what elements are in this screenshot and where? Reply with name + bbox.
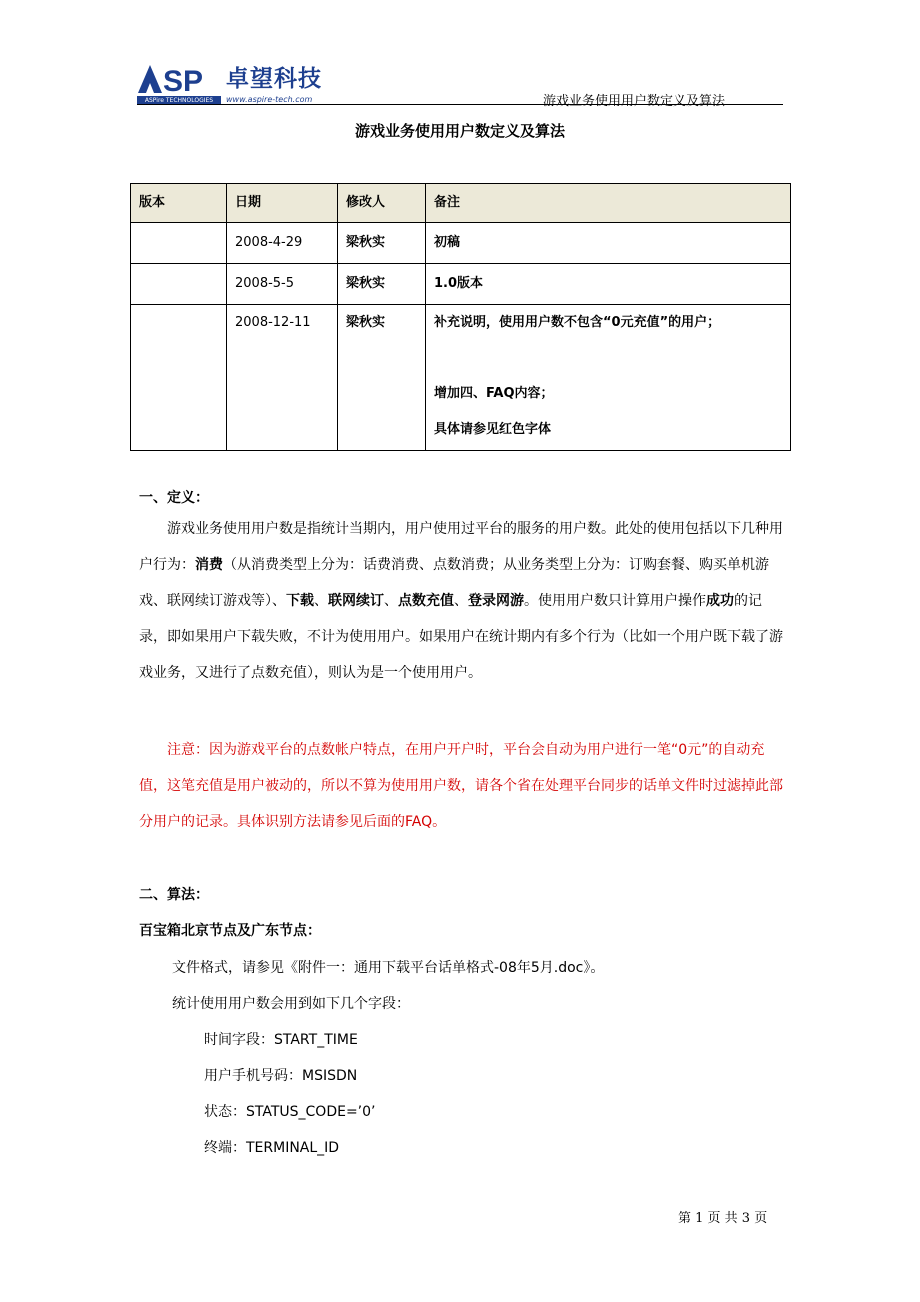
cell-version <box>131 264 227 305</box>
text-run: （从消费类型上分为：话费消费、点数消费；从业务类型上分为：订购套餐、购买单机游戏、联网续订游戏等）、 <box>139 557 769 609</box>
cell-notes: 1.0版本 <box>426 264 791 305</box>
cell-date-text: 2008-12-11 <box>235 315 311 330</box>
definition-paragraph <box>139 511 785 691</box>
table-row <box>131 264 791 305</box>
header-cell-date: 日期 <box>227 184 338 223</box>
field-terminal-id: 终端：TERMINAL_ID <box>204 1140 340 1156</box>
company-logo <box>137 64 322 106</box>
text-run: 的记录，即如果用户下载失败，不计为使用用户。如果用户在统计期内有多个行为（比如一个用户既下载了游戏业务，又进行了点数充值），则认为是一个使用用户。 <box>139 593 783 681</box>
bold-term: 消费 <box>195 557 223 573</box>
asp-logo-icon <box>137 64 224 94</box>
section-heading-algorithm: 二、算法： <box>139 887 209 903</box>
cell-author: 梁秋实 <box>338 223 426 264</box>
field-status-code: 状态：STATUS_CODE=’0’ <box>204 1104 376 1120</box>
cell-notes <box>426 305 791 451</box>
text-run: 、 <box>454 593 468 609</box>
bold-term: 下载 <box>286 593 314 609</box>
page-footer: 第 1 页 共 3 页 <box>678 1211 768 1226</box>
text-run: 、 <box>384 593 398 609</box>
cell-date: 2008-5-5 <box>227 264 338 305</box>
subheading-nodes: 百宝箱北京节点及广东节点： <box>139 923 321 939</box>
text-run: 。使用用户数只计算用户操作 <box>524 593 706 609</box>
fields-intro-line: 统计使用用户数会用到如下几个字段： <box>172 996 410 1012</box>
header-cell-version: 版本 <box>131 184 227 223</box>
note-spacer <box>434 341 782 376</box>
header-cell-author: 修改人 <box>338 184 426 223</box>
section-heading-definition: 一、定义： <box>139 490 209 506</box>
cell-author-text: 梁秋实 <box>346 315 386 330</box>
red-note-paragraph: 注意：因为游戏平台的点数帐户特点，在用户开户时，平台会自动为用户进行一笔“0元”的自动充值，这笔充值是用户被动的，所以不算为使用用户数，请各个省在处理平台同步的话单文件时过滤掉此部分用户的记录。具体识别方法请参见后面的FAQ。 <box>139 742 783 830</box>
document-title: 游戏业务使用用户数定义及算法 <box>354 122 565 140</box>
bold-term: 联网续订 <box>328 593 384 609</box>
cell-notes: 初稿 <box>426 223 791 264</box>
header-cell-notes: 备注 <box>426 184 791 223</box>
header-divider <box>137 104 783 105</box>
field-msisdn: 用户手机号码：MSISDN <box>204 1068 358 1084</box>
cell-date: 2008-4-29 <box>227 223 338 264</box>
note-line: 补充说明，使用用户数不包含“0元充值”的用户； <box>434 315 721 330</box>
field-start-time: 时间字段：START_TIME <box>204 1032 358 1048</box>
logo-subtitle: ASPire TECHNOLOGIES <box>137 96 221 105</box>
note-line: 具体请参见红色字体 <box>434 422 552 437</box>
text-run: 、 <box>314 593 328 609</box>
logo-url: www.aspire-tech.com <box>226 95 313 104</box>
cell-version <box>131 223 227 264</box>
table-header-row <box>131 184 791 223</box>
table-row <box>131 305 791 451</box>
running-header-title: 游戏业务使用用户数定义及算法 <box>543 94 726 109</box>
cell-date <box>227 305 338 451</box>
file-format-line: 文件格式，请参见《附件一：通用下载平台话单格式-08年5月.doc》。 <box>172 960 605 976</box>
table-row <box>131 223 791 264</box>
bold-term: 成功 <box>706 593 734 609</box>
cell-author <box>338 305 426 451</box>
bold-term: 登录网游 <box>468 593 524 609</box>
note-line: 增加四、FAQ内容； <box>434 386 554 401</box>
logo-company-name: 卓望科技 <box>226 66 322 92</box>
revision-table <box>130 183 791 451</box>
bold-term: 点数充值 <box>398 593 454 609</box>
svg-text:SP: SP <box>163 65 204 94</box>
cell-version <box>131 305 227 451</box>
text-run: 游戏业务使用用户数是指统计当期内，用户使用过平台的服务的用户数。此处的使用包括以下几种用户行为： <box>139 521 783 573</box>
cell-author: 梁秋实 <box>338 264 426 305</box>
